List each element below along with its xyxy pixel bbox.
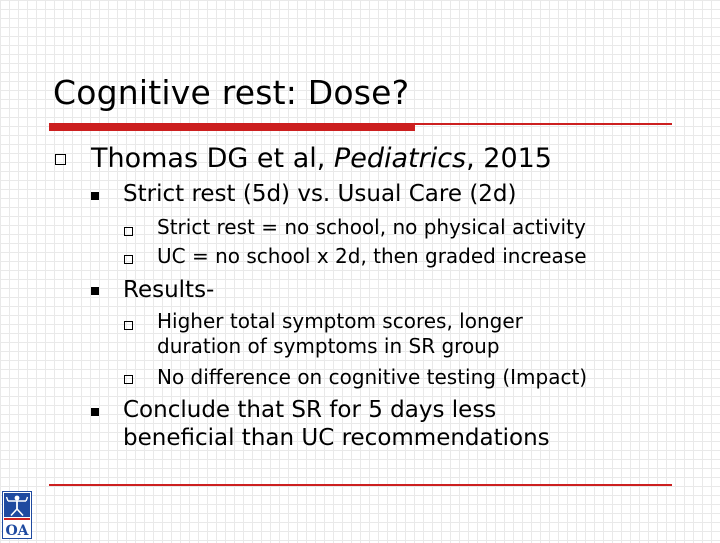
citation-year: , 2015 <box>466 143 552 174</box>
footer-divider-line <box>49 484 672 486</box>
conclusion-line-2: beneficial than UC recommendations <box>123 425 550 451</box>
results-point: Results- <box>123 277 215 303</box>
design-subpoint-1: Strict rest = no school, no physical activity <box>157 215 586 239</box>
design-subpoint-2: UC = no school x 2d, then graded increase <box>157 244 587 268</box>
conclusion-line-1: Conclude that SR for 5 days less <box>123 397 497 423</box>
citation-text <box>91 143 552 175</box>
results-subpoint-1-line-1: Higher total symptom scores, longer <box>157 309 523 333</box>
title-accent-bar <box>49 123 415 131</box>
results-subpoint-1-line-2: duration of symptoms in SR group <box>157 334 500 358</box>
citation-journal: Pediatrics <box>333 143 467 174</box>
level3-bullet-icon <box>124 375 133 384</box>
level1-bullet-icon <box>55 154 66 165</box>
level3-bullet-icon <box>124 227 133 236</box>
figure-logo-icon <box>2 491 32 539</box>
design-point: Strict rest (5d) vs. Usual Care (2d) <box>123 181 517 207</box>
organization-logo <box>2 491 32 539</box>
level2-bullet-icon <box>91 408 99 416</box>
svg-text:OA: OA <box>5 523 29 539</box>
level3-bullet-icon <box>124 255 133 264</box>
level2-bullet-icon <box>91 192 99 200</box>
level2-bullet-icon <box>91 287 99 295</box>
slide-title: Cognitive rest: Dose? <box>53 73 410 112</box>
results-subpoint-2: No difference on cognitive testing (Impact) <box>157 365 588 389</box>
level3-bullet-icon <box>124 321 133 330</box>
citation-authors: Thomas DG et al, <box>91 143 334 174</box>
